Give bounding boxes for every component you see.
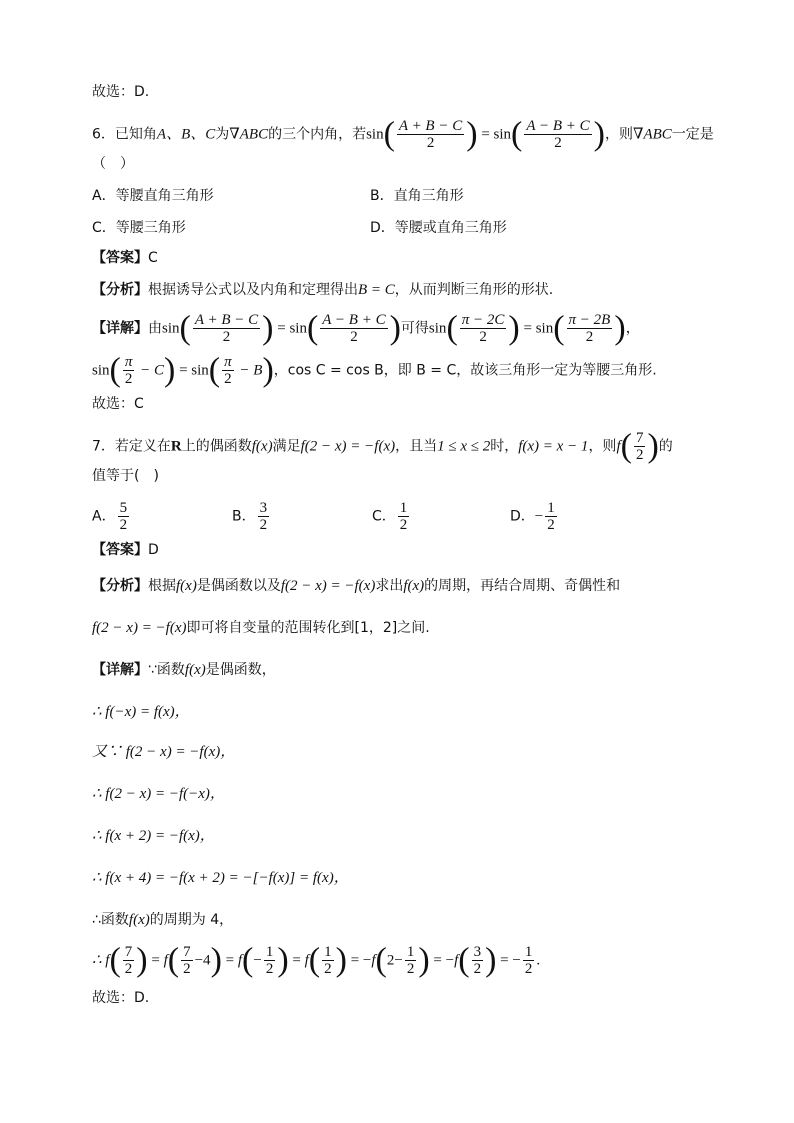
option-label: D．	[510, 508, 535, 525]
q7-cond: f(2 − x) = −f(x)	[300, 438, 396, 455]
q6-detail-line1: 【详解】由sin( $\frac{A + B - C}{2}$ ) = sin( $\frac{A - B + C}{2}$ )可得sin( $\frac{\pi - 2C}{2}$ ) = sin( $\frac{\pi - 2B}{2}$ )，	[92, 309, 640, 347]
fraction-den: 2	[222, 329, 231, 345]
q6-triangle: ∇ABC	[229, 126, 269, 143]
q7-stem-text: 值等于( )	[92, 468, 159, 484]
fraction-den: 2	[547, 517, 555, 533]
q7-fx: f(x)	[251, 438, 273, 455]
analysis-text: 即可将自变量的范围转化到[1，2]之间.	[186, 620, 430, 636]
q6-vars: A、B、C	[156, 126, 216, 143]
analysis-text: ，从而判断三角形的形状.	[394, 282, 554, 298]
q6-stem-text: 已知角	[114, 126, 157, 143]
option-label: C．	[372, 508, 396, 525]
q7-option-b	[232, 500, 271, 533]
q7-detail-step2	[92, 702, 190, 722]
analysis-math: f(x)	[403, 578, 425, 594]
option-label: D．	[370, 220, 395, 236]
q6-blank	[92, 154, 134, 174]
q6-final	[92, 394, 144, 414]
fraction-num: 5	[119, 500, 128, 516]
q6-analysis	[92, 280, 553, 300]
q6-stem-text: 一定是	[671, 126, 714, 143]
analysis-tag: 【分析】	[92, 578, 148, 594]
q6-option-b	[370, 186, 464, 206]
detail-text: 由	[148, 320, 162, 337]
option-sign: −	[534, 508, 544, 525]
q7-detail-step4	[92, 784, 225, 804]
q7-real-set: R	[170, 438, 182, 455]
answer-tag: 【答案】	[92, 250, 148, 266]
q7-option-c	[372, 500, 411, 533]
q7-detail-step5	[92, 826, 215, 846]
option-text: 等腰直角三角形	[115, 188, 214, 204]
q7-def: f(x) = x − 1	[518, 438, 589, 455]
fraction-den: 2	[585, 329, 594, 345]
q6-stem: 6．已知角A、B、C为∇ABC的三个内角，若sin( $\frac{A + B - C}{2}$ ) = sin( $\frac{A - B + C}{2}$ )，则∇ABC一定是	[92, 115, 714, 153]
option-label: B．	[232, 508, 256, 525]
detail-text: 是偶函数，	[205, 662, 276, 678]
option-label: C．	[92, 220, 116, 236]
analysis-text: 是偶函数以及	[196, 578, 281, 594]
fraction-num: π	[124, 354, 133, 370]
detail-math: ∴ f(2 − x) = −f(−x)，	[92, 786, 225, 802]
option-label: A．	[92, 508, 116, 525]
q6-stem-text: 为	[215, 126, 230, 143]
detail-text: 可得	[400, 320, 429, 337]
fraction-den: 2	[479, 329, 487, 345]
q7-detail-step3	[92, 742, 235, 762]
fraction-num: π	[224, 354, 232, 370]
q7-range: 1 ≤ x ≤ 2	[437, 438, 491, 455]
answer-tag: 【答案】	[92, 542, 148, 558]
q6-cond-den: 2	[554, 135, 562, 151]
fraction-num: A − B + C	[322, 312, 386, 328]
detail-math: ∴ f(x + 4) = −f(x + 2) = −[−f(x)] = f(x)，	[92, 870, 349, 886]
q7-analysis-line2	[92, 618, 430, 638]
detail-tag: 【详解】	[92, 662, 148, 678]
detail-math: ∴ f(x + 2) = −f(x)，	[92, 828, 215, 844]
q6-answer	[92, 248, 158, 268]
q7-stem-text: ，则	[588, 438, 617, 455]
fraction-den: 2	[119, 517, 128, 533]
option-label: A．	[92, 188, 116, 204]
q7-stem-text: 的	[658, 438, 673, 455]
fraction-den: 2	[635, 447, 644, 463]
q6-option-c	[92, 218, 186, 238]
fraction-den: 2	[259, 517, 268, 533]
detail-text: 的周期为 4，	[149, 912, 234, 928]
detail-text: ∵函数	[148, 662, 185, 678]
q6-cond-den: 2	[426, 135, 435, 151]
q7-stem-text: 满足	[272, 438, 301, 455]
final-text: 故选：D.	[92, 990, 150, 1006]
option-text: 等腰或直角三角形	[394, 220, 507, 236]
q6-triangle: ∇ABC	[633, 126, 672, 143]
analysis-text: 根据诱导公式以及内角和定理得出	[148, 282, 358, 298]
q7-stem-text: 若定义在	[114, 438, 171, 455]
analysis-text: 求出	[375, 578, 404, 594]
detail-math: f(x)	[128, 912, 150, 928]
q7-final	[92, 988, 149, 1008]
q5-conclusion-text: 故选：D.	[92, 84, 150, 100]
q6-blank-text: （ ）	[92, 156, 134, 172]
q7-answer	[92, 540, 159, 560]
q7-detail-step8: ∴ f( $\frac{7}{2}$ ) = f( $\frac{7}{2}$ −4) = f(− $\frac{1}{2}$ ) = f( $\frac{1}{2}$ ) = −f(2− $\frac{1}{2}$ ) = −f( $\frac{3}{2}$ ) = − $\frac{1}{2}$ .	[92, 941, 541, 979]
q7-detail-step7	[92, 910, 233, 930]
fraction-num: A + B − C	[194, 312, 259, 328]
q5-conclusion	[92, 82, 149, 102]
q7-option-a	[92, 500, 131, 533]
fraction-num: 1	[399, 500, 408, 516]
analysis-math: f(2 − x) = −f(x)	[92, 620, 187, 636]
final-text: 故选：C	[92, 396, 144, 412]
q7-analysis-line1	[92, 576, 620, 596]
q6-option-d	[370, 218, 507, 238]
option-text: 直角三角形	[393, 188, 464, 204]
detail-text: ∴函数	[92, 912, 129, 928]
q7-detail-step1	[92, 660, 276, 680]
detail-math: 又∵ f(2 − x) = −f(x)，	[92, 744, 236, 760]
q6-stem-text: 的三个内角，若	[268, 126, 367, 143]
fraction-den: 2	[399, 517, 408, 533]
answer-value: D	[148, 542, 159, 558]
analysis-text: 的周期，再结合周期、奇偶性和	[424, 578, 621, 594]
q6-detail-line2: sin( $\frac{\pi}{2}$ − C) = sin( $\frac{\pi}{2}$ − B)，cos C = cos B，即 B = C，故该三角形一定为等腰三角形.	[92, 351, 657, 389]
q6-cond-left-num: A + B − C	[398, 118, 463, 134]
q7-option-d	[510, 500, 559, 533]
detail-math: ∴ f(−x) = f(x)，	[92, 704, 190, 720]
fraction-num: π − 2B	[568, 312, 611, 328]
q6-option-a	[92, 186, 214, 206]
q7-number: 7．	[92, 438, 115, 455]
fraction-num: 3	[259, 500, 268, 516]
analysis-tag: 【分析】	[92, 282, 148, 298]
q6-number: 6．	[92, 126, 115, 143]
fraction-den: 2	[224, 371, 232, 387]
fraction-den: 2	[350, 329, 358, 345]
fraction-num: 1	[547, 500, 555, 516]
q6-stem-text: ，则	[605, 126, 633, 143]
fraction-num: π − 2C	[461, 312, 505, 328]
q7-stem-line2	[92, 466, 159, 486]
analysis-math: B = C	[358, 282, 395, 298]
q7-stem-text: 上的偶函数	[181, 438, 252, 455]
detail-tag: 【详解】	[92, 320, 148, 337]
analysis-math: f(2 − x) = −f(x)	[280, 578, 376, 594]
detail-math: f(x)	[184, 662, 206, 678]
q6-cond-right-num: A − B + C	[526, 118, 590, 134]
fraction-num: 7	[635, 430, 644, 446]
option-label: B．	[370, 188, 394, 204]
q7-detail-step6	[92, 868, 349, 888]
fraction-den: 2	[124, 371, 133, 387]
analysis-text: 根据	[148, 578, 176, 594]
analysis-math: f(x)	[176, 578, 197, 594]
answer-value: C	[148, 250, 158, 266]
q7-stem: 7．若定义在R上的偶函数f(x)满足f(2 − x) = −f(x)，且当1 ≤ x ≤ 2时，f(x) = x − 1，则f( $\frac{7}{2}$ )的	[92, 427, 673, 465]
option-text: 等腰三角形	[115, 220, 186, 236]
q7-stem-text: ，且当	[395, 438, 438, 455]
q7-stem-text: 时，	[490, 438, 519, 455]
detail-text: ，cos C = cos B，即 B = C，故该三角形一定为等腰三角形.	[273, 362, 657, 379]
